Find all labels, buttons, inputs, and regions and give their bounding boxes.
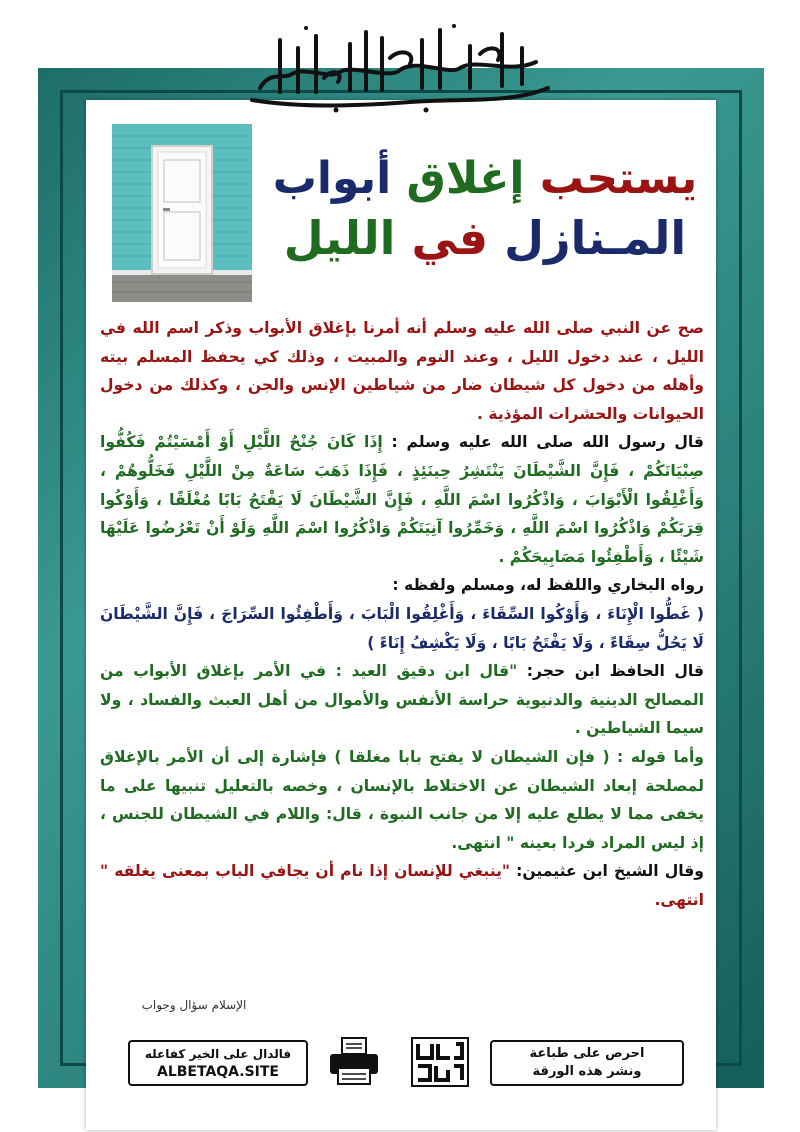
paragraph-ibn-hajar: [100, 657, 704, 743]
paragraph-muslim-wording: [100, 600, 704, 657]
source-credit: الإسلام سؤال وجواب: [141, 998, 247, 1012]
paragraph-narration: [100, 571, 704, 600]
paragraph-hadith: [100, 428, 704, 571]
footer-bar: [128, 1036, 684, 1088]
paragraph-ibn-uthaymeen: [100, 857, 704, 914]
text-run: قال الحافظ ابن حجر:: [517, 662, 704, 681]
text-run: إِذَا كَانَ جُنْحُ اللَّيْلِ أَوْ أَمْسَيْتُمْ فَكُفُّوا صِبْيَانَكُمْ ، فَإِنَّ الشَّيْطَانَ يَنْتَشِرُ حِينَئِذٍ ، فَإِذَا ذَهَبَ سَاعَةٌ مِنْ اللَّيْلِ فَخَلُّوهُمْ ، وَأَغْلِقُوا الْأَبْوَابَ ، وَاذْكُرُوا اسْمَ اللَّهِ ، فَإِنَّ الشَّيْطَانَ لَا يَفْتَحُ بَابًا مُغْلَقًا ، وَأَوْكُوا قِرَبَكُمْ وَاذْكُرُوا اسْمَ اللَّهِ ، وَخَمِّرُوا آنِيَتَكُمْ وَاذْكُرُوا اسْمَ اللَّهِ وَلَوْ أَنْ تَعْرُضُوا عَلَيْهَا شَيْئًا ، وَأَطْفِئُوا مَصَابِيحَكُمْ .: [100, 433, 704, 566]
footer-site-box: [128, 1040, 308, 1086]
title-line-1: [270, 150, 700, 208]
text-run: وأما قوله : ( فإن الشيطان لا يفتح بابا مغلقا ) فإشارة إلى أن الأمر بالإغلاق لمصلحة إبعاد الشيطان عن الاختلاط بالإنسان ، وخصه بالتعليل تنبيها على ما يخفى مما لا يطلع عليه إلا من جانب النبوة ، قال: واللام في الشيطان للجنس ، إذ ليس المراد فردا بعينه " انتهى.: [100, 747, 704, 852]
door-icon: [112, 124, 252, 302]
footer-print-line-1: احرص على طباعة: [529, 1046, 645, 1061]
printer-icon: [324, 1036, 384, 1088]
title-word: يستحب: [539, 153, 698, 204]
paragraph-intro: [100, 314, 704, 428]
basmala-calligraphy: [240, 18, 560, 114]
paragraph-explanation: [100, 743, 704, 857]
text-run: ( غَطُّوا الْإِنَاءَ ، وَأَوْكُوا السِّقَاءَ ، وَأَغْلِقُوا الْبَابَ ، وَأَطْفِئُوا السِّرَاجَ ، فَإِنَّ الشَّيْطَانَ لَا يَحُلُّ سِقَاءً ، وَلَا يَفْتَحُ بَابًا ، وَلَا يَكْشِفُ إِنَاءً ): [100, 604, 704, 652]
page-title: [270, 150, 700, 268]
footer-site-link[interactable]: ALBETAQA.SITE: [156, 1064, 279, 1080]
text-run: "ينبغي للإنسان إذا نام أن يجافي الباب بمعنى يغلقه " انتهى.: [100, 862, 704, 909]
title-line-2: [270, 208, 700, 268]
title-word: أبواب: [272, 153, 392, 204]
footer-print-box: [490, 1040, 684, 1086]
text-run: "قال ابن دقيق العيد : في الأمر بإغلاق الأبواب من المصالح الدينية والدنيوية حراسة الأنفس والأموال من أهل العبث والفساد ، ولا سيما الشياطين .: [100, 662, 704, 738]
text-run: رواه البخاري واللفظ له، ومسلم ولفظه :: [392, 576, 704, 595]
title-word: الليل: [283, 211, 396, 265]
text-run: وقال الشيخ ابن عثيمين:: [510, 862, 704, 881]
title-word: إغلاق: [391, 153, 540, 204]
text-run: قال رسول الله صلى الله عليه وسلم :: [382, 433, 704, 452]
title-word: في: [395, 211, 505, 265]
title-word: المـنازل: [504, 211, 687, 265]
article-body: [100, 314, 704, 914]
footer-print-line-2: ونشر هذه الورقة: [532, 1064, 642, 1079]
door-image: [112, 124, 252, 302]
text-run: صح عن النبي صلى الله عليه وسلم أنه أمرنا بإغلاق الأبواب وذكر اسم الله في الليل ، عند دخول الليل ، وعند النوم والمبيت ، وذلك كي يحفظ المسلم بيته وأهله من دخول كل شيطان ضار من شياطين الإنس والجن ، وكذلك من دخول الحيوانات والحشرات المؤذية .: [100, 319, 704, 423]
basmala-calligraphy-icon: [240, 18, 560, 114]
calligraphy-logo-icon: [410, 1036, 470, 1088]
footer-slogan: فالدال على الخير كفاعله: [144, 1047, 292, 1061]
calligraphy-logo: [410, 1036, 470, 1088]
